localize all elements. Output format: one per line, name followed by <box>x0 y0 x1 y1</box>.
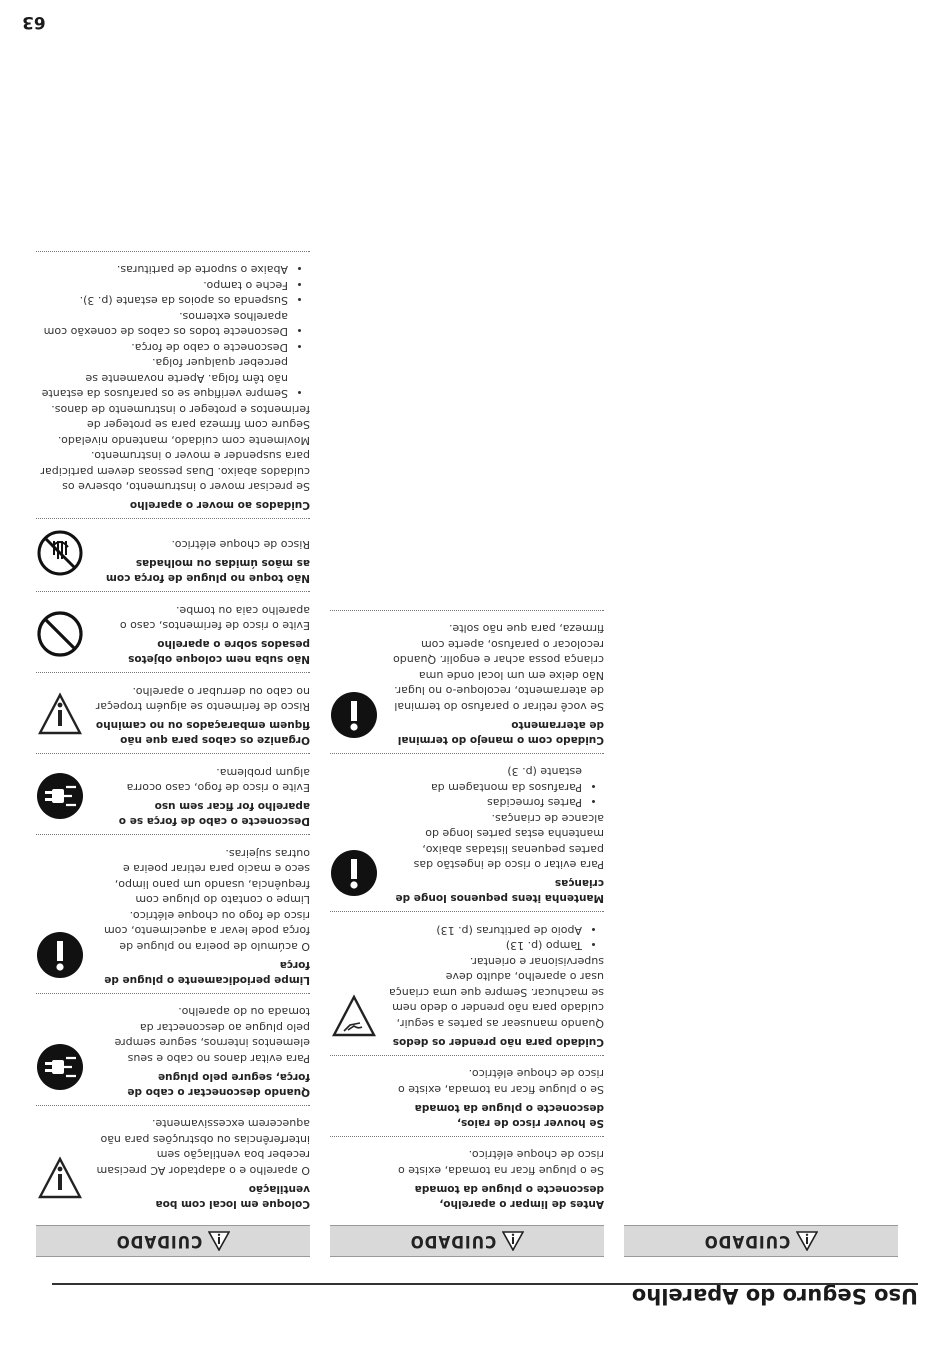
column-2 <box>330 610 604 1257</box>
section-lightning <box>330 1055 604 1136</box>
section-title: Cuidado com o manejo do terminal de aterramento <box>397 719 604 746</box>
no-wet-hands-icon <box>36 530 84 578</box>
section-finger-pinch <box>330 912 604 1056</box>
section-body: Evite o risco de ferimentos, caso o aparelho caia ou tombe. <box>119 604 310 633</box>
section-title: Não toque no plugue de força com as mãos úmidas ou molhadas <box>105 557 310 585</box>
caution-label: CUIDADO <box>409 1231 497 1251</box>
section-body: Se você retirar o parafuso do terminal de aterramento, recoloque-o no lugar. Não deixe em um local onde uma criança possa achar e engolir. Quando recolocar o parafuso, aperte com firmeza, para que não solte. <box>393 622 604 713</box>
section-body: Se o plugue ficar na tomada, existe o risco de choque elétrico. <box>397 1148 604 1177</box>
page-number: 63 <box>22 12 46 32</box>
section-wet-hands <box>36 519 310 592</box>
section-ventilation <box>36 1105 310 1217</box>
unplug-icon <box>36 773 84 821</box>
list-item: • Sempre verifique se os parafusos da estante não têm folga. Aperte novamente se perceber qualquer folga. <box>40 355 288 402</box>
section-body: O aparelho e o adaptador AC precisam receber boa ventilação sem interferências ou obstruções para não aquecerem excessivamente. <box>96 1117 310 1177</box>
section-ground-terminal <box>330 610 604 753</box>
section-body: O acúmulo de poeira no plugue de força pode levar a aquecimento, com risco de fogo ou choque elétrico. Limpe o contato do plugue com frequência, usando um pano limpo, seco e macio para retirar poeira e outras sujeiras. <box>103 847 310 953</box>
section-moving <box>36 251 310 519</box>
caution-triangle-icon <box>208 1231 230 1251</box>
section-body: Evite o risco de fogo, caso ocorra algum problema. <box>126 766 310 795</box>
caution-triangle-icon <box>796 1231 818 1251</box>
info-icon <box>330 850 378 898</box>
section-body: Quando manusear as partes a seguir, cuidado para não prender o dedo nem se machucar. Sempre que uma criança usar o aparelho, adulto deve supervisionar e orientar. <box>389 955 604 1030</box>
list-item: • Apoio de partituras (p. 13) <box>389 923 582 939</box>
list-item: • Suspenda os apoios da estante (p. 3). <box>40 293 288 309</box>
column-3 <box>36 251 310 1257</box>
caution-triangle-icon <box>502 1231 524 1251</box>
list-item: • Desconecte o cabo de força. <box>40 340 288 356</box>
section-body: Risco de choque elétrico. <box>171 538 310 552</box>
list-item: • Parafusos da montagem da estante (p. 3) <box>389 764 582 795</box>
page-title: Uso Seguro do Aparelho <box>631 1284 918 1308</box>
section-no-climbing <box>36 592 310 673</box>
info-icon <box>330 691 378 739</box>
section-title: Coloque em local com boa ventilação <box>155 1183 310 1210</box>
list-item: • Tampo (p. 13) <box>389 938 582 954</box>
caution-banner <box>624 1225 898 1257</box>
section-body: Para evitar danos no cabo e seus elementos internos, segure sempre pelo plugue ao desconectar da tomada ou do aparelho. <box>114 1005 310 1065</box>
section-title: Antes de limpar o aparelho, desconecte o plugue da tomada <box>414 1183 604 1210</box>
finger-pinch-icon <box>330 993 378 1041</box>
section-title: Organize os cabos para que não fiquem embaraçados ou no caminho <box>95 719 310 747</box>
prohibited-icon <box>36 611 84 659</box>
section-body: Para evitar o risco de ingestão das partes pequenas listadas abaixo, mantenha estas partes longe do alcance de crianças. <box>413 812 604 872</box>
warning-triangle-icon <box>36 692 84 740</box>
info-icon <box>36 931 84 979</box>
warning-triangle-icon <box>36 1155 84 1203</box>
section-body: Se precisar mover o instrumento, observe os cuidados abaixo. Duas pessoas devem participar para suspender e mover o instrumento. Movimente com cuidado, mantendo nivelado. Segure com firmeza para se proteger de ferimentos e proteger o instrumento de danos. <box>40 403 310 494</box>
section-title: Não suba nem coloque objetos pesados sobre o aparelho <box>128 638 310 666</box>
section-body: Risco de ferimento se alguém tropeçar no cabo ou derrubar o aparelho. <box>95 685 310 714</box>
list-item: • Feche o tampo. <box>40 278 288 294</box>
section-title: Cuidado para não prender os dedos <box>392 1036 604 1048</box>
section-unplug-unused <box>36 754 310 835</box>
caution-banner <box>330 1225 604 1257</box>
section-title: Quando desconectar o cabo de força, segure pelo plugue <box>127 1071 310 1098</box>
section-title: Limpe periodicamente o plugue de força <box>104 959 310 986</box>
list-item: • Abaixe o suporte de partituras. <box>40 262 288 278</box>
section-unplug-by-plug <box>36 993 310 1105</box>
caution-banner <box>36 1225 310 1257</box>
section-body: Se o plugue ficar na tomada, existe o risco de choque elétrico. <box>397 1067 604 1096</box>
caution-label: CUIDADO <box>115 1231 203 1251</box>
caution-label: CUIDADO <box>703 1231 791 1251</box>
section-title: Se houver risco de raios, desconecte o plugue da tomada <box>414 1102 604 1129</box>
section-unplug-before-cleaning <box>330 1136 604 1217</box>
list-item: • Partes fornecidas <box>389 795 582 811</box>
column-1 <box>624 1217 898 1257</box>
list-item: • Desconecte todos os cabos de conexão com aparelhos externos. <box>40 309 288 340</box>
section-cables-organized <box>36 673 310 754</box>
section-title: Cuidados ao mover o aparelho <box>129 499 310 512</box>
section-title: Mantenha itens pequenos longe de crianças <box>395 877 604 905</box>
section-title: Desconecte o cabo de força se o aparelho for ficar sem uso <box>118 800 310 828</box>
title-divider <box>52 1283 918 1285</box>
unplug-icon <box>36 1043 84 1091</box>
section-clean-plug <box>36 835 310 994</box>
section-small-items <box>330 753 604 912</box>
